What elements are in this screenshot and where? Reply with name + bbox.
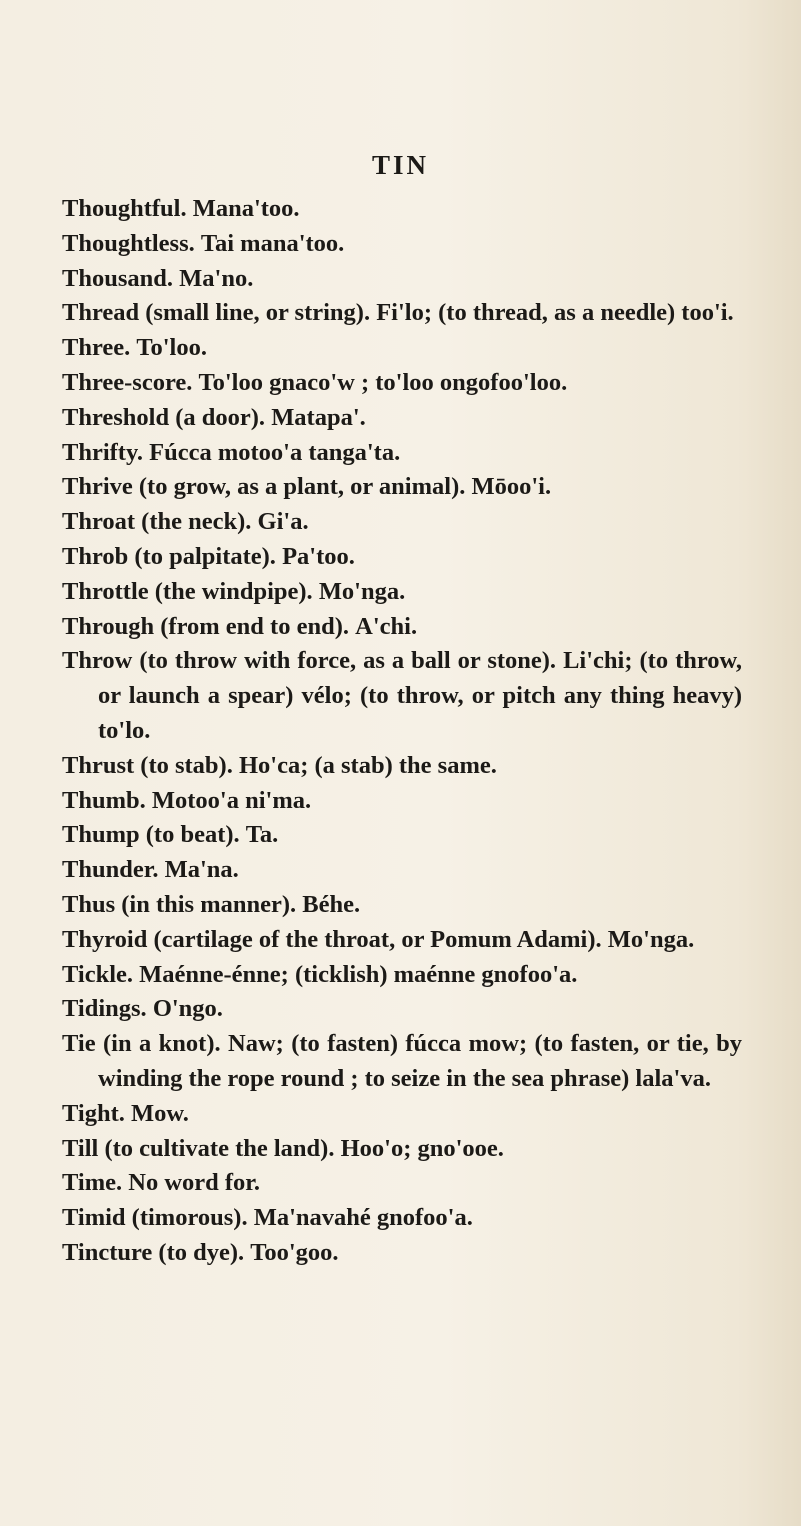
- entry-definition: Gi'a.: [257, 508, 309, 536]
- entry-headword: Throttle (the windpipe).: [62, 577, 313, 605]
- dictionary-entry: [62, 1166, 742, 1201]
- dictionary-entry: [62, 505, 742, 540]
- dictionary-entry: [62, 923, 742, 958]
- entry-headword: Thyroid (cartilage of the throat, or Pomum Adami).: [62, 925, 602, 953]
- entry-headword: Thumb.: [62, 786, 146, 814]
- entry-definition: Mo'nga.: [607, 925, 695, 953]
- entry-definition: Ma'no.: [179, 264, 254, 292]
- entry-headword: Thrust (to stab).: [62, 751, 233, 779]
- entry-definition: A'chi.: [355, 612, 418, 640]
- entry-definition: Hoo'o; gno'ooe.: [340, 1134, 504, 1162]
- entry-definition: To'loo gnaco'w ; to'loo ongofoo'loo.: [198, 368, 568, 396]
- dictionary-entry: [62, 818, 742, 853]
- entry-headword: Thrifty.: [62, 438, 143, 466]
- entry-headword: Thousand.: [62, 264, 174, 292]
- dictionary-entry: [62, 1027, 742, 1097]
- entry-definition: Mana'too.: [192, 195, 300, 222]
- entry-headword: Thump (to beat).: [62, 821, 240, 849]
- entry-headword: Thus (in this manner).: [62, 890, 297, 918]
- running-header: TIN: [371, 150, 429, 180]
- entry-definition: Mōoo'i.: [471, 473, 552, 501]
- dictionary-entry: [62, 470, 742, 505]
- dictionary-entry: [62, 227, 742, 262]
- dictionary-entry: [62, 610, 742, 645]
- entry-headword: Throw (to throw with force, as a ball or stone).: [62, 647, 557, 675]
- dictionary-entry: [62, 540, 742, 575]
- entry-list: [62, 192, 742, 1271]
- dictionary-entry: [62, 366, 742, 401]
- dictionary-entry: [62, 436, 742, 471]
- entry-headword: Thoughtless.: [62, 229, 195, 257]
- entry-headword: Tight.: [62, 1099, 125, 1127]
- dictionary-entry: [62, 853, 742, 888]
- dictionary-entry: [62, 575, 742, 610]
- entry-definition: Naw; (to fasten) fúcca mow; (to fasten, or tie, by winding the rope round ; to seize in the sea phrase) lala'va.: [98, 1030, 742, 1092]
- entry-definition: No word for.: [128, 1169, 261, 1197]
- entry-headword: Through (from end to end).: [62, 612, 350, 640]
- dictionary-entry: [62, 1201, 742, 1236]
- dictionary-entry: [62, 331, 742, 366]
- dictionary-entry: [62, 1097, 742, 1132]
- dictionary-entry: [62, 192, 742, 227]
- dictionary-entry: [62, 888, 742, 923]
- entry-headword: Tickle.: [62, 960, 134, 988]
- entry-definition: Ma'navahé gnofoo'a.: [253, 1204, 473, 1232]
- dictionary-entry: [62, 958, 742, 993]
- entry-headword: Three-score.: [62, 368, 193, 396]
- entry-definition: Ma'na.: [164, 856, 239, 884]
- entry-definition: To'loo.: [136, 334, 207, 362]
- entry-definition: Maénne-énne; (ticklish) maénne gnofoo'a.: [139, 960, 578, 988]
- entry-headword: Throat (the neck).: [62, 508, 252, 536]
- entry-headword: Timid (timorous).: [62, 1204, 248, 1232]
- dictionary-entry: [62, 1132, 742, 1167]
- dictionary-entry: [62, 401, 742, 436]
- entry-headword: Thrive (to grow, as a plant, or animal).: [62, 473, 466, 501]
- entry-definition: Mow.: [131, 1099, 189, 1127]
- entry-definition: Too'goo.: [250, 1238, 339, 1266]
- entry-headword: Tincture (to dye).: [62, 1238, 245, 1266]
- entry-headword: Tie (in a knot).: [62, 1030, 221, 1058]
- entry-headword: Till (to cultivate the land).: [62, 1134, 335, 1162]
- entry-headword: Three.: [62, 334, 131, 362]
- dictionary-entry: [62, 1236, 742, 1271]
- entry-definition: Ho'ca; (a stab) the same.: [238, 751, 497, 779]
- entry-headword: Threshold (a door).: [62, 403, 266, 431]
- entry-definition: O'ngo.: [152, 995, 223, 1023]
- entry-definition: Motoo'a ni'ma.: [151, 786, 312, 814]
- entry-definition: Li'chi; (to throw, or launch a spear) vélo; (to throw, or pitch any thing heavy) to'lo.: [98, 647, 743, 744]
- dictionary-entry: [62, 644, 742, 748]
- entry-headword: Tidings.: [62, 995, 147, 1023]
- entry-definition: Tai mana'too.: [200, 229, 345, 257]
- dictionary-entry: [62, 296, 742, 331]
- entry-definition: Matapa'.: [271, 403, 366, 431]
- entry-definition: Pa'too.: [282, 542, 355, 570]
- dictionary-entry: [62, 749, 742, 784]
- entry-headword: Time.: [62, 1169, 123, 1197]
- dictionary-entry: [62, 784, 742, 819]
- entry-headword: Throb (to palpitate).: [62, 542, 276, 570]
- entry-headword: Thread (small line, or string).: [62, 299, 371, 327]
- entry-definition: Béhe.: [302, 890, 361, 918]
- entry-definition: Ta.: [245, 821, 279, 849]
- entry-definition: Fúcca motoo'a tanga'ta.: [149, 438, 401, 466]
- dictionary-entry: [62, 262, 742, 297]
- entry-headword: Thunder.: [62, 856, 159, 884]
- entry-headword: Thoughtful.: [62, 195, 187, 222]
- entry-definition: Fi'lo; (to thread, as a needle) too'i.: [376, 299, 734, 327]
- entry-definition: Mo'nga.: [318, 577, 406, 605]
- dictionary-entry: [62, 992, 742, 1027]
